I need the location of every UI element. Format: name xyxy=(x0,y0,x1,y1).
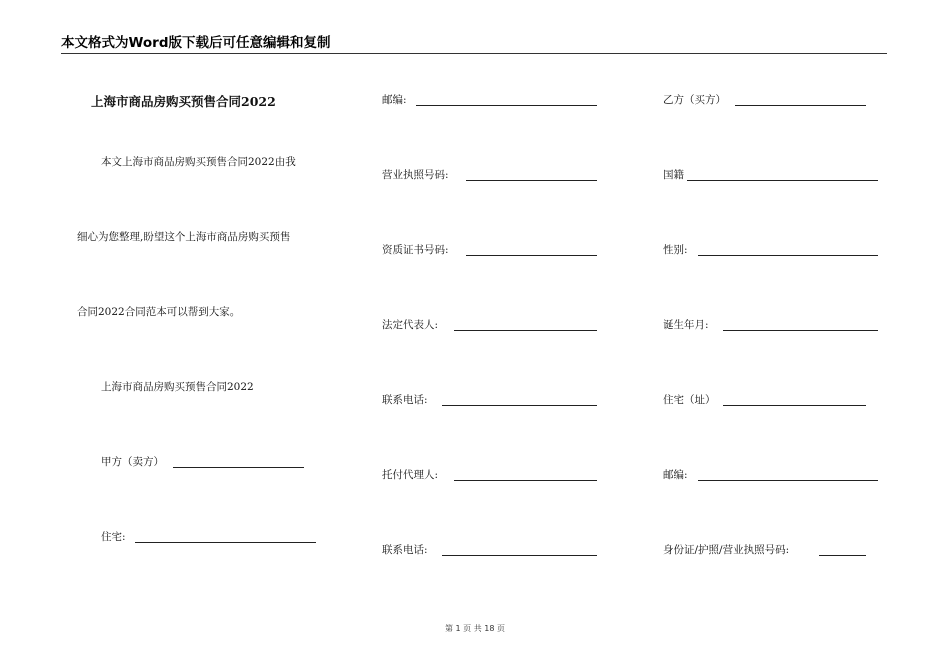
buyer-address-blank[interactable] xyxy=(723,405,866,406)
legal-rep-blank[interactable] xyxy=(454,330,597,331)
agent-phone-field xyxy=(382,543,428,557)
party-b-blank[interactable] xyxy=(735,105,866,106)
id-number-blank[interactable] xyxy=(819,555,866,556)
seller-address-blank[interactable] xyxy=(135,542,316,543)
legal-rep-label: 法定代表人: xyxy=(382,319,439,331)
intro-line-2: 细心为您整理,盼望这个上海市商品房购买预售 xyxy=(77,231,291,243)
intro-line-3: 合同2022合同范本可以帮到大家。 xyxy=(77,306,241,318)
seller-postcode-label: 邮编: xyxy=(382,94,407,106)
party-b-field xyxy=(663,93,726,107)
gender-label: 性别: xyxy=(663,244,688,256)
party-b-label: 乙方（买方） xyxy=(663,94,726,106)
seller-phone-blank[interactable] xyxy=(442,405,597,406)
birthdate-field xyxy=(663,318,709,332)
gender-blank[interactable] xyxy=(698,255,878,256)
seller-phone-label: 联系电话: xyxy=(382,394,428,406)
birthdate-blank[interactable] xyxy=(723,330,878,331)
agent-label: 托付代理人: xyxy=(382,469,439,481)
agent-phone-label: 联系电话: xyxy=(382,544,428,556)
legal-rep-field xyxy=(382,318,438,332)
seller-address-label: 住宅: xyxy=(101,531,126,543)
agent-field xyxy=(382,468,438,482)
page-number: 第 1 页 共 18 页 xyxy=(445,624,505,633)
party-a-label: 甲方（卖方） xyxy=(101,456,164,468)
document-header: 本文格式为Word版下载后可任意编辑和复制 xyxy=(61,34,887,54)
seller-address-field xyxy=(101,530,126,544)
contract-subtitle: 上海市商品房购买预售合同2022 xyxy=(101,381,254,393)
buyer-address-label: 住宅（址） xyxy=(663,394,716,406)
seller-postcode-field xyxy=(382,93,407,107)
license-number-label: 营业执照号码: xyxy=(382,169,449,181)
seller-postcode-blank[interactable] xyxy=(416,105,597,106)
party-a-field xyxy=(101,455,164,469)
qualification-number-blank[interactable] xyxy=(466,255,597,256)
buyer-postcode-label: 邮编: xyxy=(663,469,688,481)
seller-phone-field xyxy=(382,393,428,407)
intro-line-1: 本文上海市商品房购买预售合同2022由我 xyxy=(101,156,296,168)
gender-field xyxy=(663,243,688,257)
id-number-label: 身份证/护照/营业执照号码: xyxy=(663,544,790,556)
nationality-label: 国籍 xyxy=(663,169,684,181)
document-title: 上海市商品房购买预售合同2022 xyxy=(91,94,276,109)
qualification-number-field xyxy=(382,243,449,257)
agent-blank[interactable] xyxy=(454,480,597,481)
id-number-field xyxy=(663,543,789,557)
buyer-postcode-blank[interactable] xyxy=(698,480,878,481)
nationality-field xyxy=(663,168,684,182)
qualification-number-label: 资质证书号码: xyxy=(382,244,449,256)
birthdate-label: 诞生年月: xyxy=(663,319,709,331)
party-a-blank[interactable] xyxy=(173,467,304,468)
license-number-blank[interactable] xyxy=(466,180,597,181)
nationality-blank[interactable] xyxy=(687,180,878,181)
license-number-field xyxy=(382,168,449,182)
buyer-address-field xyxy=(663,393,716,407)
agent-phone-blank[interactable] xyxy=(442,555,597,556)
buyer-postcode-field xyxy=(663,468,688,482)
